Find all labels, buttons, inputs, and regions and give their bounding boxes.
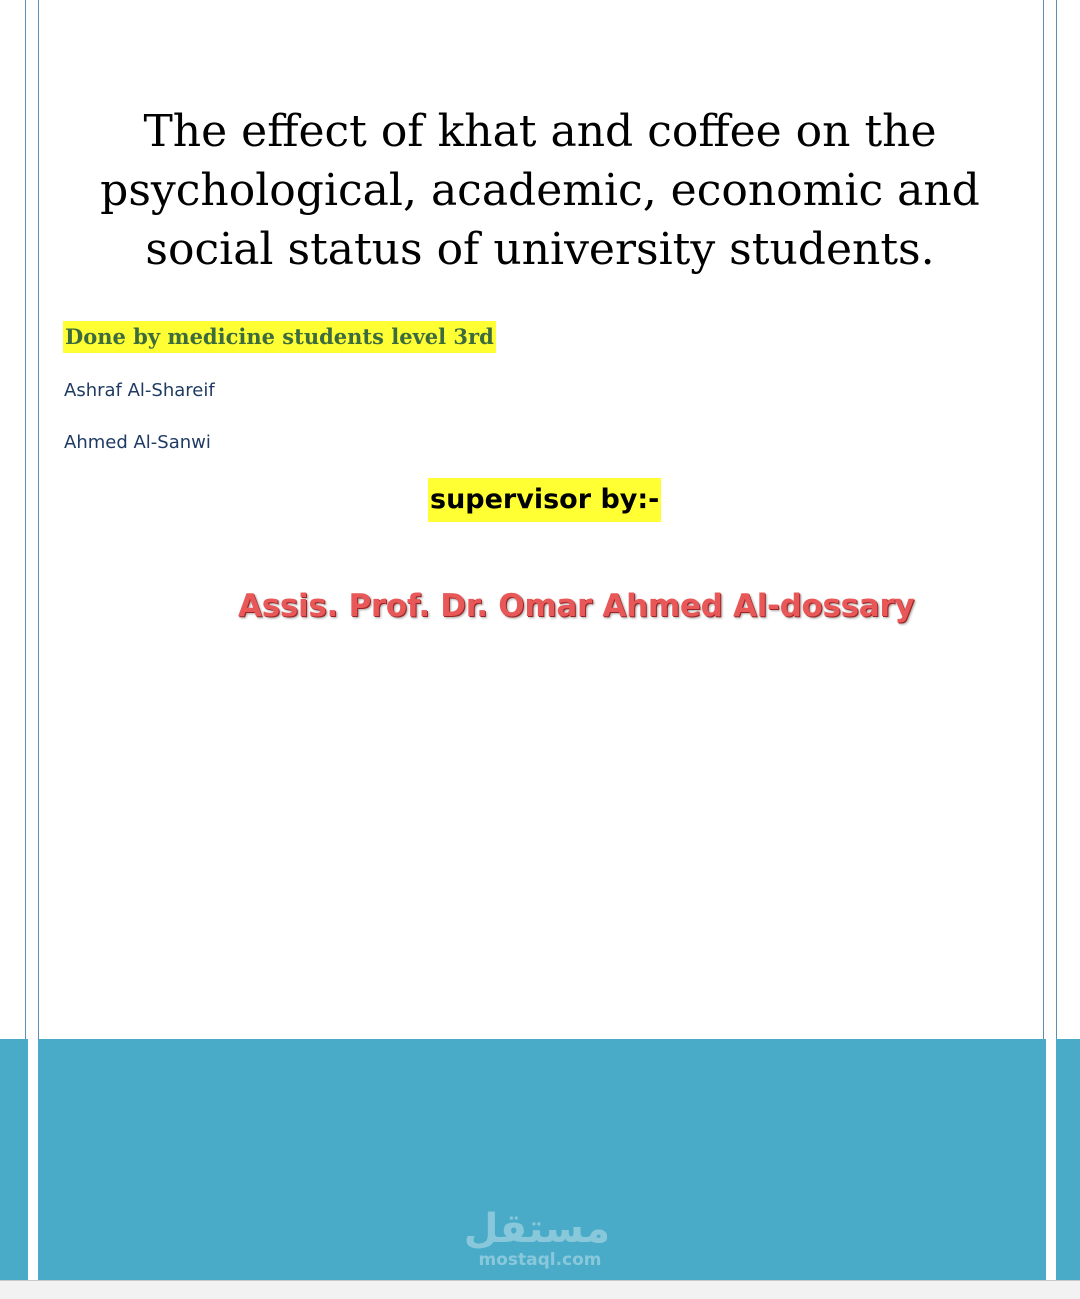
done-by-label: Done by medicine students level 3rd [63, 321, 496, 353]
band-left-gap [28, 1039, 38, 1280]
document-title: The effect of khat and coffee on the psychological, academic, economic and social status of university students. [100, 106, 980, 275]
author-name: Ashraf Al-Shareif [64, 380, 215, 401]
band-right-gap [1046, 1039, 1056, 1280]
mostaql-watermark [463, 1206, 610, 1270]
page-bottom-edge [0, 1280, 1080, 1299]
supervisor-name: Assis. Prof. Dr. Omar Ahmed Al-dossary [238, 588, 915, 624]
supervisor-label: supervisor by:- [428, 478, 661, 522]
author-name: Ahmed Al-Sanwi [64, 432, 211, 453]
watermark-url: mostaql.com [478, 1250, 602, 1270]
mostaql-logo: مستقل [463, 1206, 610, 1252]
